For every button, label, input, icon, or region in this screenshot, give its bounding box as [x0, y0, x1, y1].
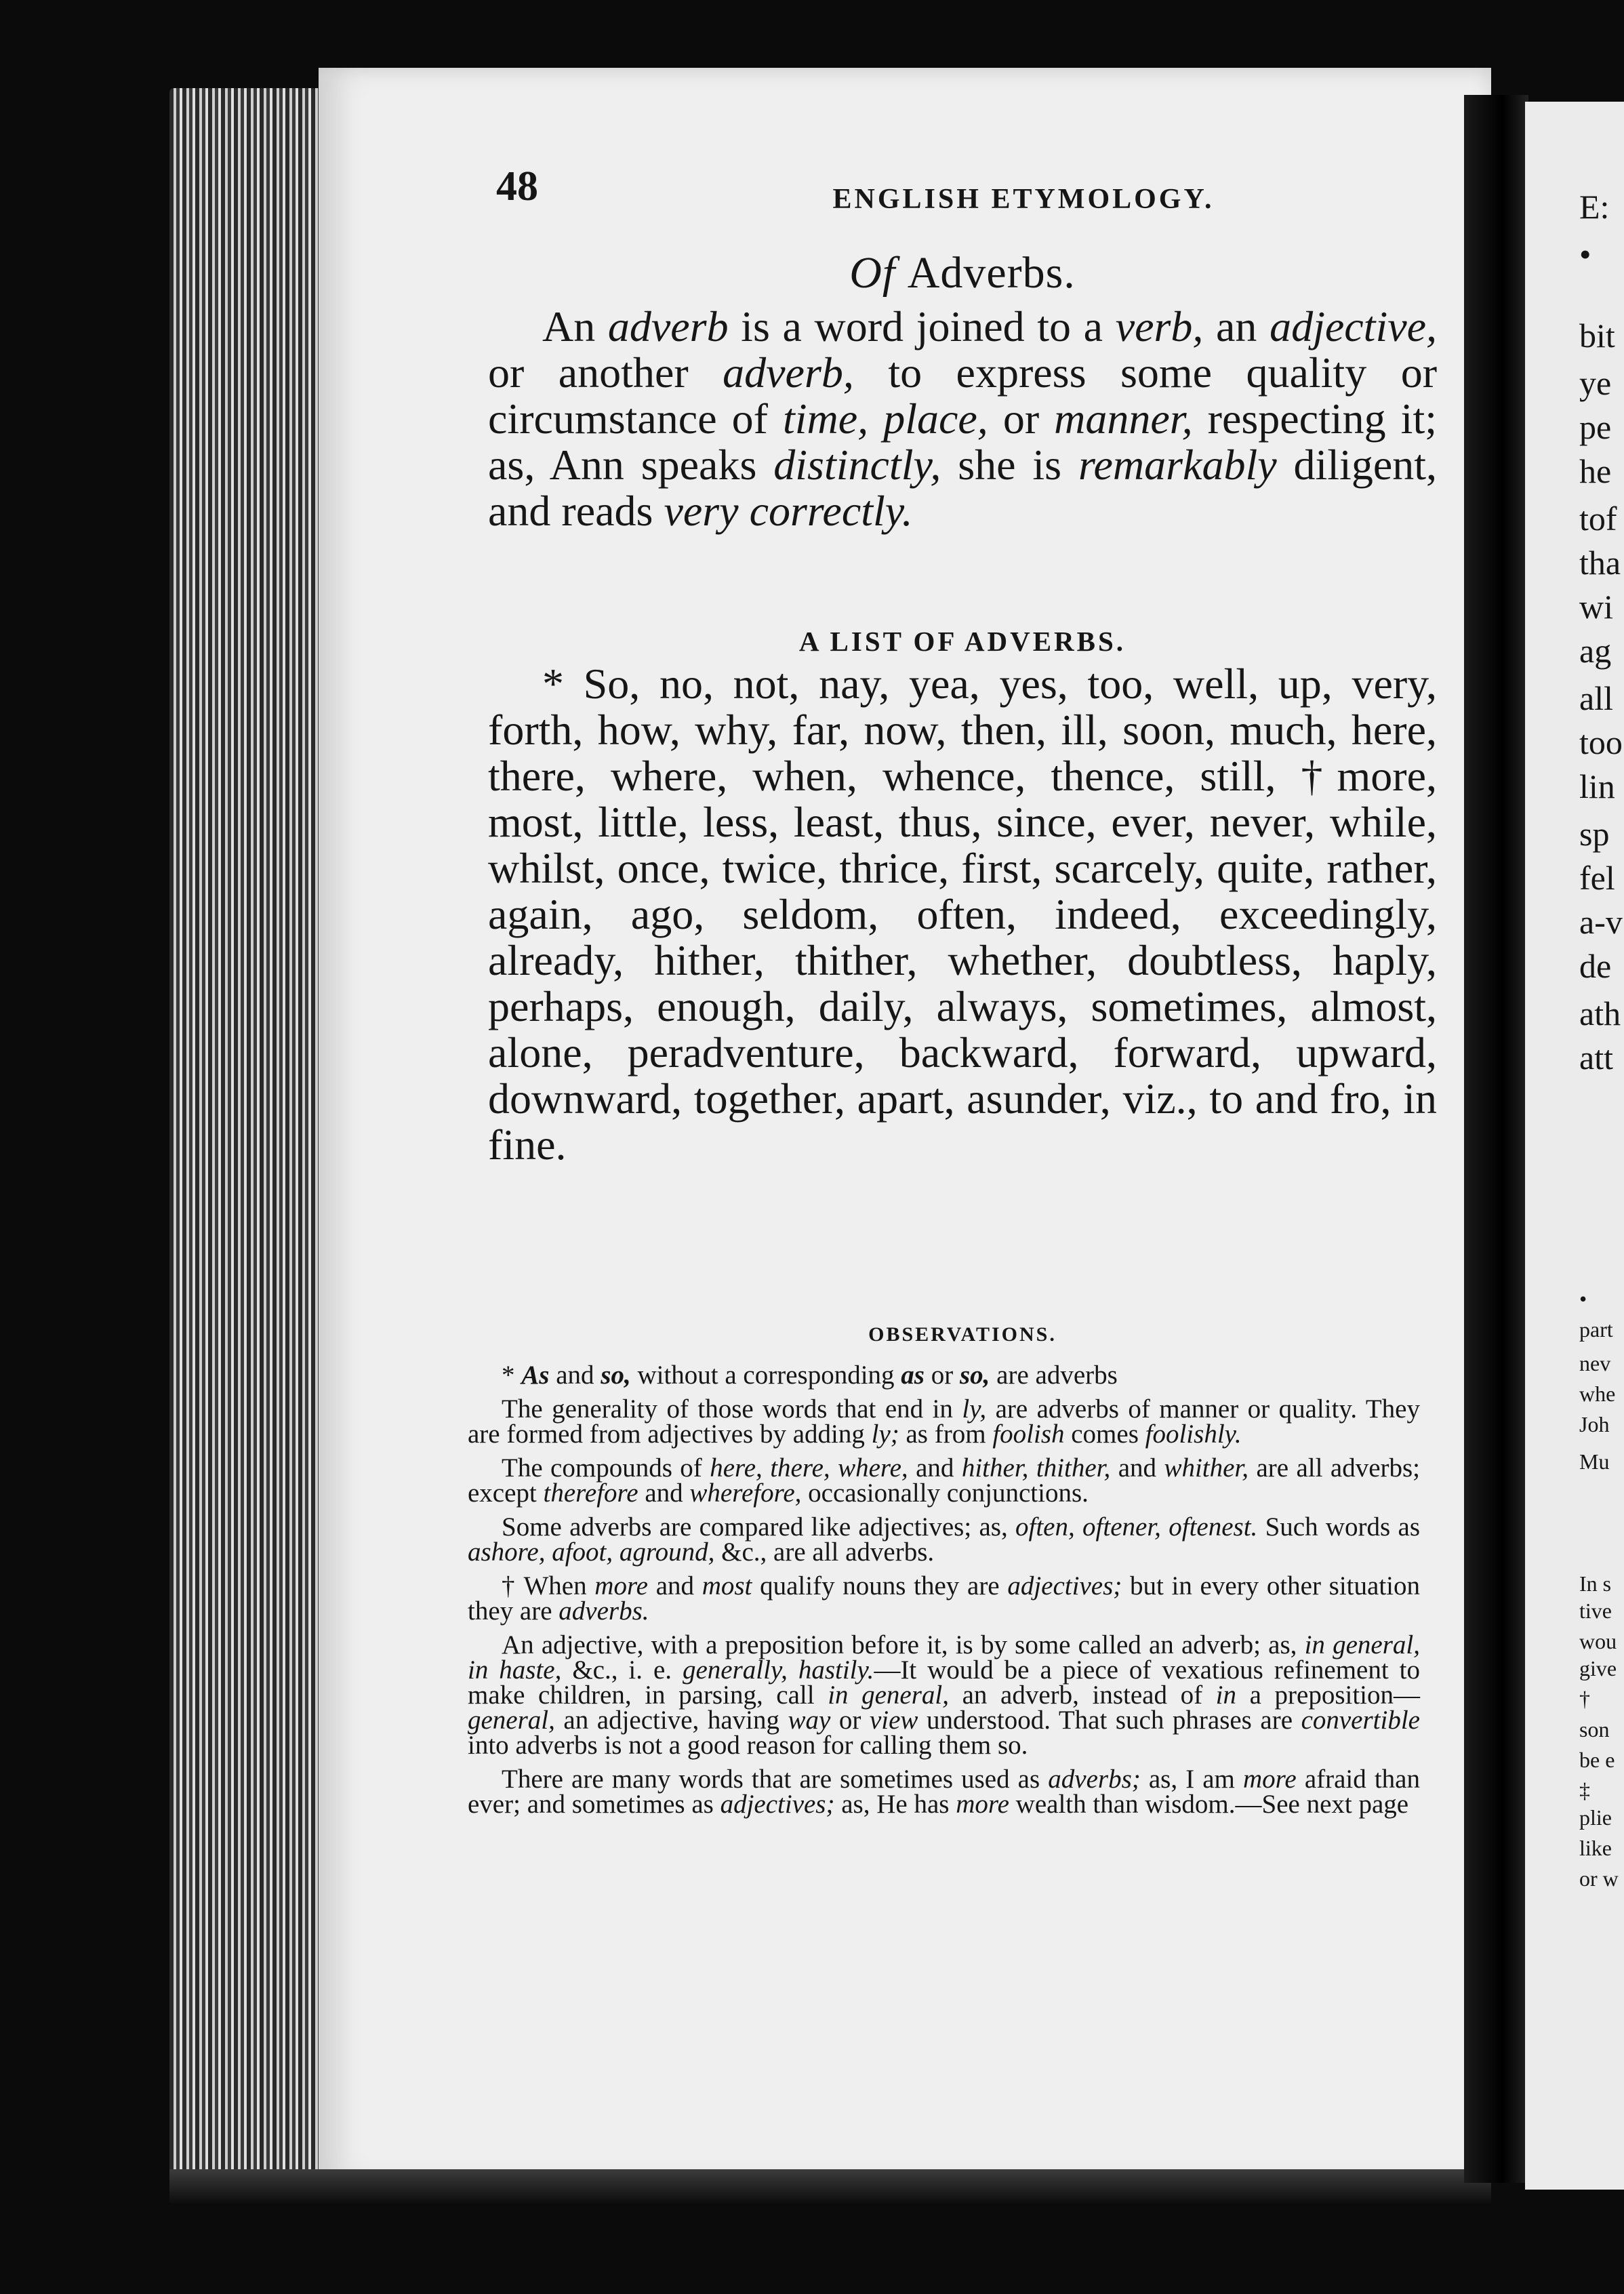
- observation-text-run: and: [908, 1453, 962, 1483]
- observation-text-run: and: [648, 1571, 702, 1601]
- facing-page-text-fragment: ye: [1579, 364, 1612, 402]
- definition-text-run: an: [1203, 302, 1270, 350]
- observation-text-run: ly;: [871, 1420, 899, 1449]
- facing-page-text-fragment: ath: [1579, 994, 1621, 1032]
- facing-page-text-fragment: plie: [1579, 1805, 1612, 1830]
- definition-text-run: distinctly,: [773, 441, 941, 489]
- definition-text-run: to express some quality or circumstance of: [488, 348, 1438, 443]
- observation-text-run: —It would be a piece of vexatious refinement to make children, in parsing, call: [468, 1655, 1420, 1710]
- observation-text-run: &c., are all adverbs.: [714, 1537, 935, 1567]
- observation-text-run: hither, thither,: [961, 1453, 1111, 1483]
- observation-text-run: and: [549, 1361, 601, 1390]
- facing-page-text-fragment: Mu: [1579, 1449, 1610, 1474]
- observation-paragraph: [468, 1573, 1420, 1624]
- facing-page-text-fragment: fel: [1579, 859, 1615, 897]
- page-bottom-shadow: [169, 2169, 1491, 2203]
- facing-page-text-fragment: too: [1579, 723, 1623, 761]
- observation-text-run: *: [502, 1361, 522, 1390]
- observation-text-run: into adverbs is not a good reason for calling them so.: [468, 1731, 1028, 1760]
- observation-text-run: &c., i. e.: [561, 1655, 683, 1685]
- definition-text-run: or: [988, 395, 1055, 443]
- adverb-list: [488, 661, 1437, 1168]
- observation-text-run: as, I am: [1140, 1765, 1243, 1794]
- observation-text-run: as from: [899, 1420, 993, 1449]
- observation-text-run: an adverb, instead of: [949, 1681, 1216, 1710]
- observation-paragraph: [468, 1363, 1420, 1388]
- observation-text-run: therefore: [543, 1478, 638, 1508]
- facing-page-text-fragment: ag: [1579, 632, 1612, 670]
- facing-page-text-fragment: pe: [1579, 408, 1612, 446]
- observation-text-run: convertible: [1301, 1706, 1420, 1735]
- definition-text-run: adverb,: [723, 348, 854, 397]
- book-gutter: [1464, 95, 1528, 2183]
- observation-text-run: view: [869, 1706, 918, 1735]
- facing-page-text-fragment: †: [1579, 1687, 1590, 1711]
- section-title-of: Of: [849, 248, 896, 298]
- observation-text-run: and: [638, 1478, 690, 1508]
- observation-text-run: foolish: [992, 1420, 1065, 1449]
- definition-text-run: is a word joined to a: [728, 302, 1116, 350]
- observation-paragraph: [468, 1455, 1420, 1506]
- observation-text-run: adjectives;: [720, 1790, 835, 1819]
- observation-text-run: The compounds of: [502, 1453, 710, 1483]
- definition-text-run: adverb: [607, 302, 729, 350]
- observation-text-run: wherefore,: [689, 1478, 802, 1508]
- observation-text-run: and: [1110, 1453, 1164, 1483]
- facing-page-text-fragment: sp: [1579, 815, 1610, 853]
- observation-text-run: or: [924, 1361, 960, 1390]
- facing-page-text-fragment: •: [1579, 1287, 1587, 1311]
- facing-page-text-fragment: att: [1579, 1039, 1613, 1076]
- facing-page-text-fragment: E:: [1579, 188, 1610, 226]
- observation-text-run: ashore, afoot, aground,: [468, 1537, 715, 1567]
- observation-text-run: without a corresponding: [630, 1361, 901, 1390]
- observation-text-run: occasionally conjunctions.: [801, 1478, 1089, 1508]
- observation-text-run: An adjective, with a preposition before it, is by some called an adverb; as,: [502, 1630, 1305, 1659]
- facing-page-text-fragment: all: [1579, 679, 1613, 717]
- observation-text-run: more: [1243, 1765, 1297, 1794]
- observation-text-run: often, oftener, oftenest.: [1015, 1512, 1258, 1542]
- facing-page-text-fragment: give: [1579, 1656, 1617, 1681]
- definition-text-run: verb,: [1115, 302, 1204, 350]
- observation-text-run: a preposition—: [1236, 1681, 1420, 1710]
- observation-text-run: more: [956, 1790, 1009, 1819]
- observation-text-run: in general,: [828, 1681, 950, 1710]
- observation-text-run: way: [788, 1706, 831, 1735]
- observation-text-run: are adverbs of manner or quality. They are formed from adjectives by adding: [468, 1394, 1420, 1449]
- facing-page-text-fragment: tive: [1579, 1598, 1612, 1623]
- observation-text-run: As: [521, 1361, 550, 1390]
- facing-page-text-fragment: wi: [1579, 588, 1613, 626]
- facing-page-text-fragment: wou: [1579, 1629, 1617, 1653]
- section-title: [488, 247, 1437, 299]
- facing-page-text-fragment: part: [1579, 1317, 1613, 1342]
- observation-text-run: Such words as: [1257, 1512, 1420, 1542]
- observation-text-run: so,: [959, 1361, 990, 1390]
- definition-text-run: remarkably: [1078, 441, 1277, 489]
- definition-text-run: diligent, and reads: [488, 441, 1438, 535]
- observations-body: [468, 1363, 1420, 1826]
- observation-paragraph: [468, 1514, 1420, 1565]
- facing-page-text-fragment: de: [1579, 947, 1612, 985]
- page-header: [488, 163, 1423, 217]
- facing-page-text-fragment: tha: [1579, 544, 1621, 582]
- observation-text-run: † When: [502, 1571, 595, 1601]
- observation-text-run: as: [901, 1361, 925, 1390]
- observation-text-run: more: [594, 1571, 648, 1601]
- facing-page-text-fragment: Joh: [1579, 1412, 1610, 1436]
- facing-page-text-fragment: tof: [1579, 500, 1617, 538]
- observation-text-run: wealth than wisdom.—See next page: [1009, 1790, 1409, 1819]
- observation-paragraph: [468, 1396, 1420, 1447]
- facing-page-text-fragment: lin: [1579, 767, 1615, 805]
- facing-page-text-fragment: ‡: [1579, 1778, 1590, 1803]
- observation-text-run: The generality of those words that end in: [502, 1394, 962, 1424]
- facing-page-text-fragment: son: [1579, 1717, 1610, 1742]
- section-title-main: Adverbs.: [907, 248, 1076, 298]
- observation-text-run: ly,: [962, 1394, 987, 1424]
- observation-text-run: generally, hastily.: [683, 1655, 874, 1685]
- definition-text-run: respecting it; as, Ann speaks: [488, 395, 1437, 489]
- observations-title: OBSERVATIONS.: [868, 1323, 1057, 1346]
- observation-text-run: as, He has: [834, 1790, 956, 1819]
- facing-page-text-fragment: nev: [1579, 1351, 1611, 1375]
- adverb-definition: [488, 304, 1437, 534]
- definition-text-run: An: [542, 302, 608, 350]
- observation-text-run: general,: [468, 1706, 555, 1735]
- facing-page-text-fragment: like: [1579, 1836, 1612, 1860]
- observation-text-run: are adverbs: [990, 1361, 1118, 1390]
- facing-page-text-fragment: he: [1579, 452, 1612, 490]
- definition-text-run: time, place,: [782, 395, 988, 443]
- adverb-list-text: * So, no, not, nay, yea, yes, too, well, up, very, forth, how, why, far, now, then, ill, soon, much, here, there, where, when, whence, thence, still, †more, most, little, less, least, thus, since, ever, never, while, whilst, once, twice, thrice, first, scarcely, quite, rather, again, ago, seldom, often, indeed, exceedingly, already, hither, thither, whether, doubtless, haply, perhaps, enough, daily, always, sometimes, almost, alone, peradventure, backward, forward, upward, downward, together, apart, asunder, viz., to and fro, in fine.: [488, 660, 1437, 1169]
- facing-page-text-fragment: whe: [1579, 1382, 1616, 1406]
- observation-text-run: in: [1215, 1681, 1236, 1710]
- observation-paragraph: [468, 1767, 1420, 1817]
- facing-page-text-fragment: or w: [1579, 1866, 1619, 1891]
- observation-text-run: adverbs;: [1048, 1765, 1141, 1794]
- observation-text-run: adjectives;: [1007, 1571, 1122, 1601]
- facing-page-fragment: [1525, 102, 1624, 2190]
- running-head: ENGLISH ETYMOLOGY.: [832, 184, 1215, 215]
- definition-text-run: adjective,: [1270, 302, 1438, 350]
- adverb-list-title: A LIST OF ADVERBS.: [798, 626, 1126, 657]
- observation-text-run: whither,: [1164, 1453, 1249, 1483]
- facing-page-text-fragment: be e: [1579, 1748, 1615, 1772]
- observation-text-run: an adjective, having: [554, 1706, 788, 1735]
- observation-text-run: comes: [1064, 1420, 1145, 1449]
- definition-paragraph: [488, 304, 1437, 534]
- observation-text-run: most: [702, 1571, 752, 1601]
- observation-text-run: Some adverbs are compared like adjectives; as,: [502, 1512, 1016, 1542]
- observation-text-run: are all adverbs; except: [468, 1453, 1421, 1508]
- definition-text-run: or another: [488, 348, 723, 397]
- definition-text-run: manner,: [1054, 395, 1193, 443]
- observation-text-run: afraid than ever; and sometimes as: [468, 1765, 1420, 1819]
- definition-text-run: very correctly.: [664, 487, 913, 535]
- observation-text-run: foolishly.: [1145, 1420, 1242, 1449]
- facing-page-text-fragment: a-v: [1579, 903, 1623, 941]
- observation-text-run: but in every other situation they are: [468, 1571, 1421, 1626]
- observation-text-run: here, there, where,: [710, 1453, 908, 1483]
- observation-text-run: or: [830, 1706, 870, 1735]
- observation-text-run: in general, in haste,: [468, 1630, 1420, 1685]
- facing-page-text-fragment: •: [1579, 235, 1591, 273]
- observation-text-run: qualify nouns they are: [752, 1571, 1008, 1601]
- facing-page-text-fragment: bit: [1579, 317, 1615, 355]
- observation-paragraph: [468, 1632, 1420, 1758]
- page-number: 48: [496, 163, 538, 209]
- observation-text-run: There are many words that are sometimes used as: [502, 1765, 1049, 1794]
- observation-text-run: adverbs.: [559, 1596, 649, 1626]
- observation-text-run: so,: [601, 1361, 631, 1390]
- definition-text-run: she is: [941, 441, 1078, 489]
- facing-page-text-fragment: In s: [1579, 1571, 1612, 1596]
- observation-text-run: understood. That such phrases are: [918, 1706, 1301, 1735]
